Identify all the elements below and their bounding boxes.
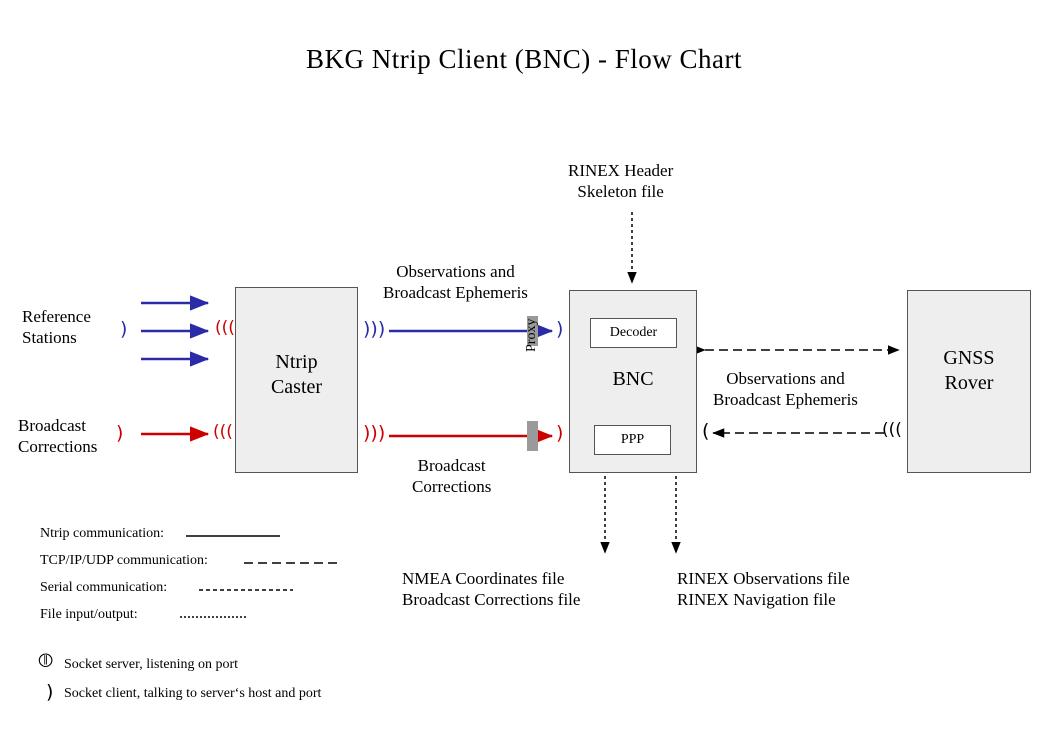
arrow-refstations-to-caster xyxy=(141,303,208,359)
label-nmea-output-files xyxy=(402,568,580,610)
node-gnss-rover-label-line2: Rover xyxy=(944,372,994,394)
label-nmea-output-line1: NMEA Coordinates file xyxy=(402,569,565,588)
label-rinex-skeleton-line1: RINEX Header xyxy=(568,161,674,180)
label-rinex-skeleton-line2: Skeleton file xyxy=(577,182,664,201)
node-ntrip-caster-label-line1: Ntrip xyxy=(275,351,318,373)
label-broadcast-corrections-input-line1: Broadcast xyxy=(18,416,86,435)
label-rinex-output-line2: RINEX Navigation file xyxy=(677,590,836,609)
node-decoder[interactable] xyxy=(590,318,677,348)
node-gnss-rover-label-line1: GNSS xyxy=(943,347,995,369)
socket-client-icon-bnc-obs: ) xyxy=(556,318,564,340)
page-title: BKG Ntrip Client (BNC) - Flow Chart xyxy=(306,44,742,74)
label-broadcast-corrections-mid-line2: Corrections xyxy=(412,477,492,496)
legend-socket-label: Socket server, listening on port xyxy=(64,657,239,672)
arrow-bnc-to-files xyxy=(605,476,676,553)
node-gnss-rover[interactable] xyxy=(907,290,1031,473)
label-broadcast-corrections-input xyxy=(18,415,97,457)
legend-item-label: Serial communication: xyxy=(40,580,168,595)
label-observations-ephemeris-top-line2: Broadcast Ephemeris xyxy=(383,283,528,302)
label-observations-ephemeris-right xyxy=(713,368,858,410)
node-decoder-label: Decoder xyxy=(609,325,658,340)
label-observations-ephemeris-top-line1: Observations and xyxy=(396,262,515,281)
socket-server-icon-caster-out-obs: ))) xyxy=(363,318,386,340)
label-rinex-output-line1: RINEX Observations file xyxy=(677,569,850,588)
label-broadcast-corrections-input-line2: Corrections xyxy=(18,437,98,456)
label-reference-stations xyxy=(22,306,91,348)
socket-client-icon-bnc-corr: ) xyxy=(556,422,564,444)
label-nmea-output-line2: Broadcast Corrections file xyxy=(402,590,581,609)
node-ppp[interactable] xyxy=(594,425,671,455)
socket-server-icon-caster-out-corr: ))) xyxy=(363,422,386,444)
socket-client-icon-refstations: ) xyxy=(120,318,128,340)
legend-socket-label: Socket client, talking to server‘s host and port xyxy=(64,686,322,701)
label-rinex-skeleton-file xyxy=(568,160,673,202)
label-observations-ephemeris-top xyxy=(383,261,528,303)
legend-item-label: File input/output: xyxy=(40,607,138,622)
node-ntrip-caster[interactable] xyxy=(235,287,358,473)
socket-client-icon: ) xyxy=(46,681,54,703)
legend-item-label: Ntrip communication: xyxy=(40,526,165,541)
label-observations-ephemeris-right-line2: Broadcast Ephemeris xyxy=(713,390,858,409)
label-reference-stations-line1: Reference xyxy=(22,307,91,326)
socket-server-icon-caster-in-corr: ((( xyxy=(213,422,233,442)
label-reference-stations-line2: Stations xyxy=(22,328,77,347)
socket-client-icon-bnc-rover: ( xyxy=(702,420,710,442)
socket-client-icon-bcastcorr: ) xyxy=(116,422,124,444)
node-ppp-label: PPP xyxy=(620,432,645,447)
label-broadcast-corrections-mid xyxy=(412,455,491,497)
socket-server-icon-caster-in: ((( xyxy=(215,318,235,338)
socket-server-icon: ⦷ xyxy=(38,650,54,672)
proxy-label: Proxy xyxy=(524,318,539,352)
label-observations-ephemeris-right-line1: Observations and xyxy=(726,369,845,388)
label-rinex-output-files xyxy=(677,568,850,610)
socket-server-icon-rover: ((( xyxy=(882,420,902,440)
node-bnc-label: BNC xyxy=(612,368,654,390)
legend-item-label: TCP/IP/UDP communication: xyxy=(40,553,208,568)
label-broadcast-corrections-mid-line1: Broadcast xyxy=(417,456,486,475)
node-ntrip-caster-label-line2: Caster xyxy=(270,376,323,398)
